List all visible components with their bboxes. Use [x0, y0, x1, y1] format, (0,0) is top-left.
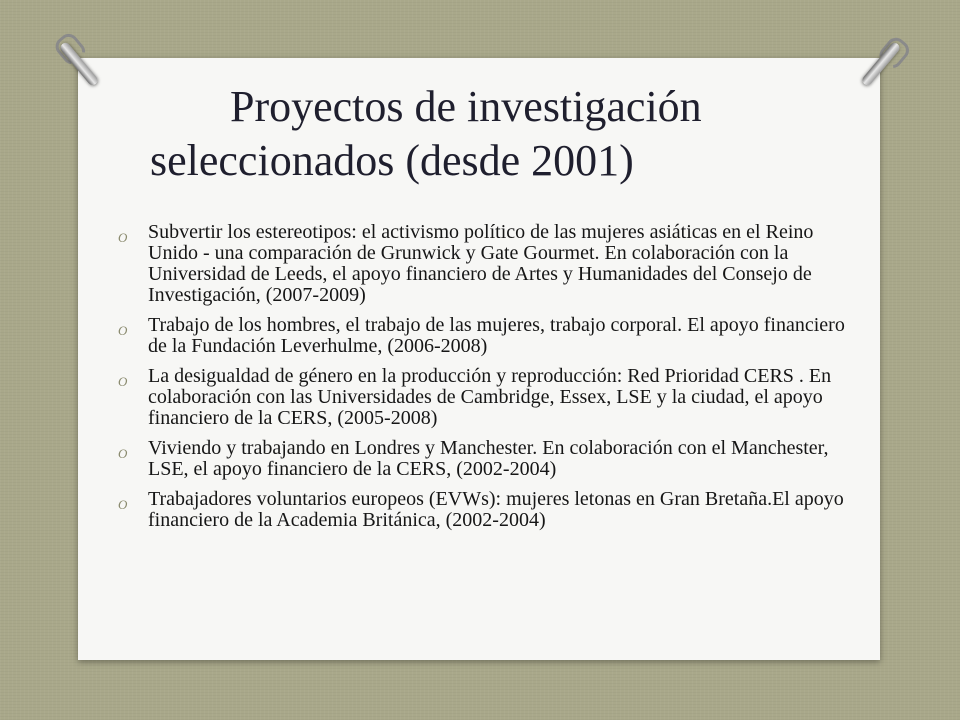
bullet-marker-icon: O — [118, 374, 128, 389]
list-item-text: Subvertir los estereotipos: el activismo político de las mujeres asiáticas en el Reino Unido - una comparación de Grunwick y Gate Gourmet. En colaboración con la Universidad de Leeds, el apoyo financiero de Artes y Humanidades del Consejo de Investigación, (2007-2009) — [148, 221, 814, 306]
list-item — [118, 489, 858, 531]
list-item-text: Trabajo de los hombres, el trabajo de las mujeres, trabajo corporal. El apoyo financiero de la Fundación Leverhulme, (2006-2008) — [148, 314, 845, 357]
bullet-marker-icon: O — [118, 497, 128, 512]
bullet-marker-icon: O — [118, 230, 128, 245]
list-item — [118, 366, 858, 429]
bullet-marker-icon: O — [118, 446, 128, 461]
list-item — [118, 438, 858, 480]
list-item-text: La desigualdad de género en la producción y reproducción: Red Prioridad CERS . En colaboración con las Universidades de Cambridge, Essex, LSE y la ciudad, el apoyo financiero de la CERS, (2005-2008) — [148, 365, 832, 429]
list-item — [118, 315, 858, 357]
list-item-text: Viviendo y trabajando en Londres y Manchester. En colaboración con el Manchester, LSE, el apoyo financiero de la CERS, (2002-2004) — [148, 437, 829, 480]
slide-title — [150, 80, 850, 188]
project-list — [118, 222, 858, 540]
slide-title-line-1: Proyectos de investigación — [230, 82, 702, 131]
bullet-marker-icon: O — [118, 323, 128, 338]
list-item-text: Trabajadores voluntarios europeos (EVWs): mujeres letonas en Gran Bretaña.El apoyo financiero de la Academia Británica, (2002-2004) — [148, 488, 844, 531]
slide-title-line-2: seleccionados (desde 2001) — [150, 136, 634, 185]
list-item — [118, 222, 858, 306]
